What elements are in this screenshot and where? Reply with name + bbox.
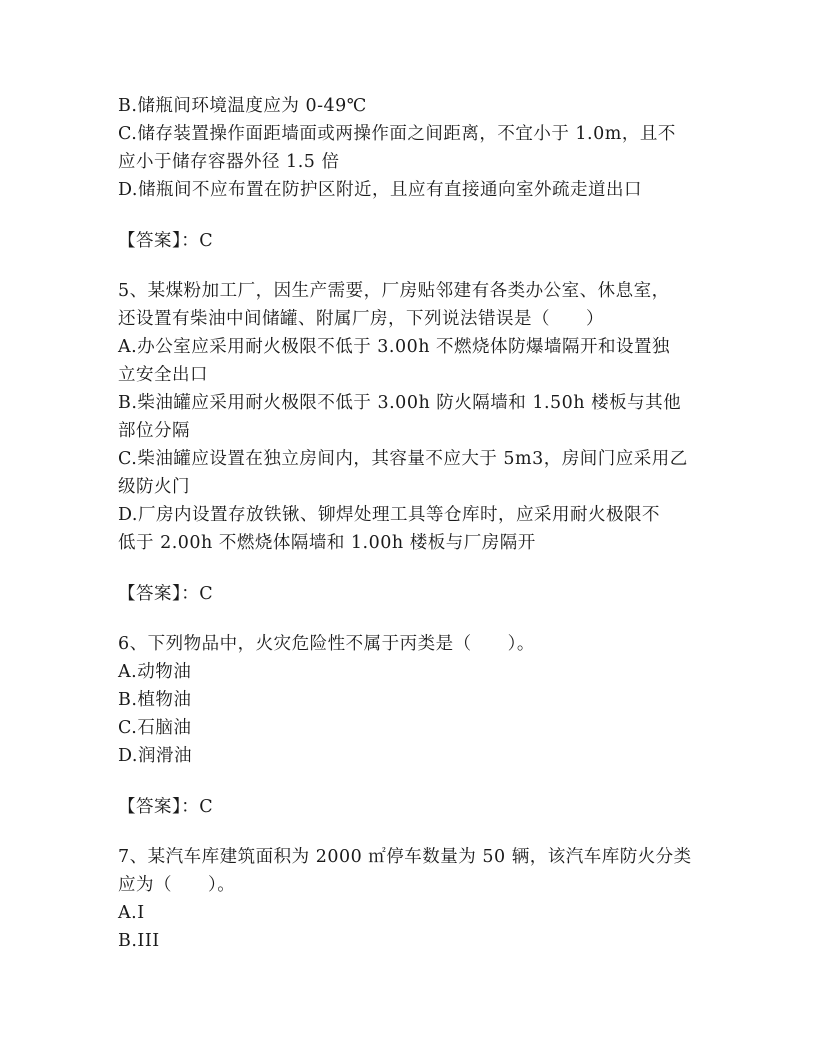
q4-option-b-line-1: B.储瓶间环境温度应为 0-49℃ xyxy=(118,96,367,116)
q6-stem-line-1: 6、下列物品中，火灾危险性不属于丙类是（ ）。 xyxy=(118,634,535,654)
q7-stem-line-1: 7、某汽车库建筑面积为 2000 ㎡停车数量为 50 辆，该汽车库防火分类 xyxy=(118,847,692,867)
q4-option-c-line-1: C.储存装置操作面距墙面或两操作面之间距离，不宜小于 1.0m，且不 xyxy=(118,124,676,144)
exam-page xyxy=(118,92,708,955)
question-4-options xyxy=(118,92,708,204)
q5-stem-line-2: 还设置有柴油中间储罐、附属厂房，下列说法错误是（ ） xyxy=(118,309,604,329)
q5-option-c-line-1: C.柴油罐应设置在独立房间内，其容量不应大于 5m3，房间门应采用乙 xyxy=(118,449,688,469)
q6-answer: 【答案】：C xyxy=(118,797,214,817)
q6-option-b: B.植物油 xyxy=(118,690,192,710)
q5-option-d-line-2: 低于 2.00h 不燃烧体隔墙和 1.00h 楼板与厂房隔开 xyxy=(118,533,536,553)
q7-option-b: B.III xyxy=(118,931,160,951)
q5-option-a-line-1: A.办公室应采用耐火极限不低于 3.00h 不燃烧体防爆墙隔开和设置独 xyxy=(118,337,671,357)
q5-option-d-line-1: D.厂房内设置存放铁锹、铆焊处理工具等仓库时，应采用耐火极限不 xyxy=(118,505,660,525)
question-7 xyxy=(118,843,708,955)
q7-stem-line-2: 应为（ ）。 xyxy=(118,875,236,895)
q5-option-a-line-2: 立安全出口 xyxy=(118,365,208,385)
q7-option-a: A.I xyxy=(118,903,145,923)
q6-option-d: D.润滑油 xyxy=(118,746,192,766)
q4-option-c-line-2: 应小于储存容器外径 1.5 倍 xyxy=(118,152,340,172)
q5-stem-line-1: 5、某煤粉加工厂，因生产需要，厂房贴邻建有各类办公室、休息室， xyxy=(118,281,670,301)
q4-answer: 【答案】：C xyxy=(118,231,214,251)
q5-option-c-line-2: 级防火门 xyxy=(118,477,190,497)
q6-option-c: C.石脑油 xyxy=(118,718,192,738)
q5-option-b-line-1: B.柴油罐应采用耐火极限不低于 3.00h 防火隔墙和 1.50h 楼板与其他 xyxy=(118,393,682,413)
q6-option-a: A.动物油 xyxy=(118,662,192,682)
q5-answer: 【答案】：C xyxy=(118,584,214,604)
question-5 xyxy=(118,277,708,557)
q4-option-d-line-1: D.储瓶间不应布置在防护区附近，且应有直接通向室外疏走道出口 xyxy=(118,180,642,200)
question-6 xyxy=(118,630,708,770)
q5-option-b-line-2: 部位分隔 xyxy=(118,421,190,441)
